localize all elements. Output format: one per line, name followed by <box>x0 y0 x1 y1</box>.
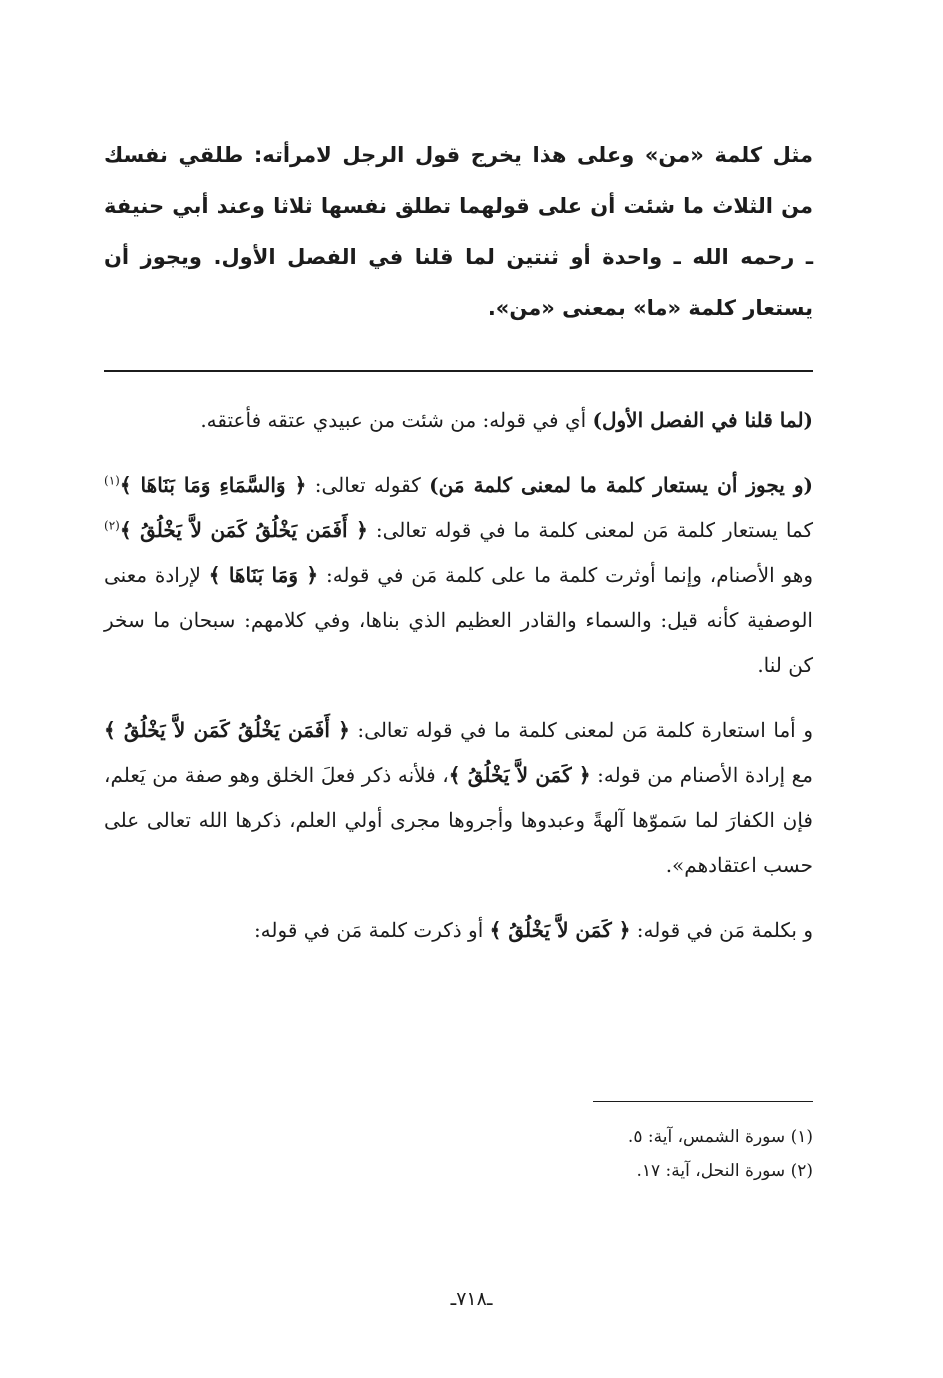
quran-verse: ﴿ أَفَمَن يَخْلُقُ كَمَن لاَّ يَخْلُقُ ﴾ <box>119 518 368 542</box>
commentary-text: ، فلأنه ذكر فعلَ الخلق وهو صفة من يَعلم، فإن الكفارَ لما سَموّها آلهةً وعبدوها وأجروها مجرى أولي العلم، ذكرها الله تعالى على حسب اعتقادهم». <box>104 763 813 877</box>
commentary-heading: (لما قلنا في الفصل الأول) <box>592 408 813 432</box>
footnotes <box>104 1120 813 1188</box>
commentary-text: و أما استعارة كلمة مَن لمعنى كلمة ما في قوله تعالى: <box>349 718 813 742</box>
main-text-block <box>104 130 813 334</box>
main-paragraph: مثل كلمة «من» وعلى هذا يخرج قول الرجل لامرأته: طلقي نفسك من الثلاث ما شئت أن على قولهما تطلق نفسها ثلاثا وعند أبي حنيفة ـ رحمه الله ـ واحدة أو ثنتين لما قلنا في الفصل الأول. ويجوز أن يستعار كلمة «ما» بمعنى «من». <box>104 143 813 320</box>
commentary-paragraph-1 <box>104 398 813 443</box>
footnote-ref: (٢) <box>104 518 120 533</box>
commentary-paragraph-2 <box>104 463 813 688</box>
footnote-divider <box>593 1101 813 1102</box>
quran-verse: ﴿ كَمَن لاَّ يَخْلُقُ ﴾ <box>448 763 591 787</box>
commentary-text: كما يستعار كلمة مَن لمعنى كلمة ما في قوله تعالى: <box>367 518 813 542</box>
quran-verse: ﴿ وَالسَّمَاءِ وَمَا بَنَاهَا ﴾ <box>119 473 307 497</box>
commentary-text: كقوله تعالى: <box>306 473 430 497</box>
quran-verse: ﴿ أَفَمَن يَخْلُقُ كَمَن لاَّ يَخْلُقُ ﴾ <box>104 718 350 742</box>
commentary-block <box>104 398 813 973</box>
quran-verse: ﴿ كَمَن لاَّ يَخْلُقُ ﴾ <box>489 918 631 942</box>
commentary-text: لإرادة معنى الوصفية كأنه قيل: والسماء والقادر العظيم الذي بناها، وفي كلامهم: سبحان ما سخر كن لنا. <box>104 563 813 677</box>
commentary-paragraph-3 <box>104 708 813 888</box>
commentary-text: أي في قوله: من شئت من عبيدي عتقه فأعتقه. <box>200 408 593 432</box>
footnote-2: (٢) سورة النحل، آية: ١٧. <box>636 1161 813 1181</box>
commentary-text: و بكلمة مَن في قوله: <box>630 918 813 942</box>
commentary-heading: (و يجوز أن يستعار كلمة ما لمعنى كلمة مَن) <box>429 473 813 497</box>
commentary-text: أو ذكرت كلمة مَن في قوله: <box>253 918 490 942</box>
footnote-1: (١) سورة الشمس، آية: ٥. <box>627 1127 813 1147</box>
commentary-paragraph-4 <box>104 908 813 953</box>
commentary-text: مع إرادة الأصنام من قوله: <box>590 763 813 787</box>
commentary-text: وهو الأصنام، وإنما أوثرت كلمة ما على كلمة مَن في قوله: <box>318 563 813 587</box>
quran-verse: ﴿ وَمَا بَنَاهَا ﴾ <box>208 563 319 587</box>
page-number: ـ٧١٨ـ <box>450 1288 493 1310</box>
section-divider <box>104 370 813 372</box>
footnote-ref: (١) <box>104 473 120 488</box>
